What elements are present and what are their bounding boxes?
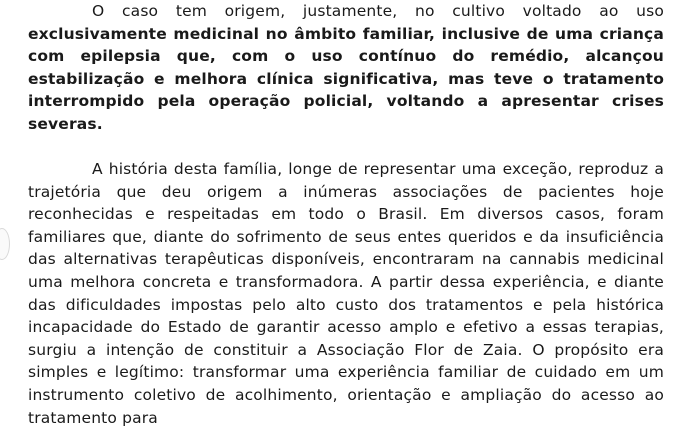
page-edge-shadow bbox=[0, 228, 10, 260]
paragraph-case-origin bbox=[28, 0, 664, 136]
paragraph-1-bold-text: exclusivamente medicinal no âmbito familiar, inclusive de uma criança com epilepsia que, com o uso contínuo do remédio, alcançou estabilização e melhora clínica significativa, mas teve o tratamento interrompido pela operação policial, voltando a apresentar crises severas. bbox=[28, 24, 664, 133]
paragraph-1-lead-text: O caso tem origem, justamente, no cultivo voltado ao uso bbox=[92, 2, 664, 20]
paragraph-family-history: A história desta família, longe de representar uma exceção, reproduz a trajetória que deu origem a inúmeras associações de pacientes hoje reconhecidas e respeitadas em todo o Brasil. Em diversos casos, foram familiares que, diante do sofrimento de seus entes queridos e da insuficiência das alternativas terapêuticas disponíveis, encontraram na cannabis medicinal uma melhora concreta e transformadora. A partir dessa experiência, e diante das dificuldades impostas pelo alto custo dos tratamentos e pela histórica incapacidade do Estado de garantir acesso amplo e efetivo a essas terapias, surgiu a intenção de constituir a Associação Flor de Zaia. O propósito era simples e legítimo: transformar uma experiência familiar de cuidado em um instrumento coletivo de acolhimento, orientação e ampliação do acesso ao tratamento para bbox=[28, 160, 664, 427]
